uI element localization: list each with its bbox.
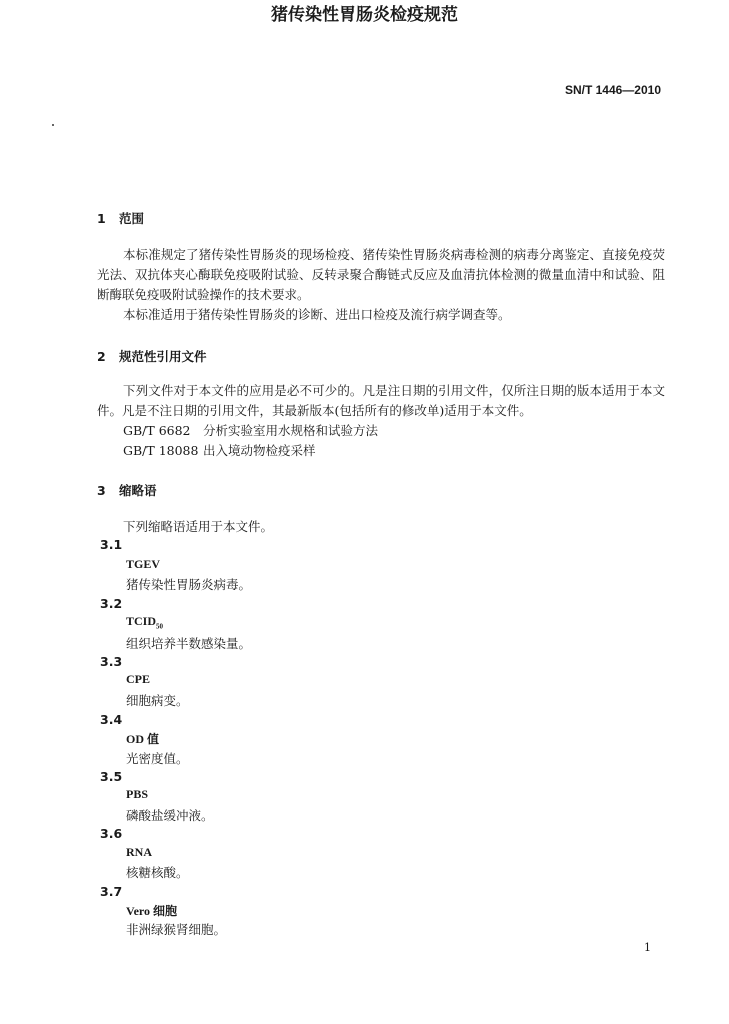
term-definition: 细胞病变。: [126, 693, 189, 708]
term-label: RNA: [126, 845, 152, 859]
section-title: 范围: [119, 211, 145, 226]
abbreviations-intro: 下列缩略语适用于本文件。: [123, 519, 274, 534]
term-definition: 猪传染性胃肠炎病毒。: [126, 577, 252, 592]
reference-title: 分析实验室用水规格和试验方法: [203, 423, 379, 438]
term-subscript: 50: [156, 622, 164, 631]
term-label: CPE: [126, 672, 150, 686]
page-number: 1: [644, 941, 651, 954]
term-text: TCID: [126, 614, 157, 628]
section-number: 1: [97, 211, 106, 226]
term-label: [126, 614, 163, 630]
standard-code: SN/T 1446—2010: [564, 83, 661, 97]
section-title: 规范性引用文件: [119, 349, 207, 364]
term-label: OD 值: [126, 732, 160, 746]
term-number: 3.1: [100, 537, 123, 552]
term-label: Vero 细胞: [126, 904, 178, 918]
section-heading-scope: [97, 209, 144, 227]
term-label: PBS: [126, 787, 149, 801]
section-heading-normative-references: [97, 347, 207, 365]
term-number: 3.4: [100, 712, 123, 727]
term-number: 3.7: [100, 884, 123, 899]
references-paragraph: 下列文件对于本文件的应用是必不可少的。凡是注日期的引用文件，仅所注日期的版本适用于本文件。凡是不注日期的引用文件，其最新版本(包括所有的修改单)适用于本文件。: [97, 383, 665, 418]
term-definition: 非洲绿猴肾细胞。: [126, 922, 227, 937]
reference-item: [123, 441, 316, 459]
reference-item: [123, 421, 378, 439]
term-definition: 组织培养半数感染量。: [126, 636, 252, 651]
term-number: 3.5: [100, 769, 123, 784]
section-title: 缩略语: [119, 483, 157, 498]
document-title: 猪传染性胃肠炎检疫规范: [271, 5, 458, 25]
reference-title: 出入境动物检疫采样: [203, 443, 316, 458]
section-number: 2: [97, 349, 106, 364]
reference-code: GB/T 6682: [123, 423, 191, 438]
term-number: 3.3: [100, 654, 123, 669]
term-number: 3.6: [100, 826, 123, 841]
section-heading-abbreviations: [97, 481, 157, 499]
term-definition: 核糖核酸。: [126, 865, 189, 880]
scope-paragraph-2: 本标准适用于猪传染性胃肠炎的诊断、进出口检疫及流行病学调查等。: [123, 307, 511, 322]
section-number: 3: [97, 483, 106, 498]
term-definition: 光密度值。: [126, 751, 189, 766]
term-definition: 磷酸盐缓冲液。: [126, 808, 214, 823]
term-number: 3.2: [100, 596, 123, 611]
reference-code: GB/T 18088: [123, 443, 199, 458]
scope-paragraph-1: 本标准规定了猪传染性胃肠炎的现场检疫、猪传染性胃肠炎病毒检测的病毒分离鉴定、直接免疫荧光法、双抗体夹心酶联免疫吸附试验、反转录聚合酶链式反应及血清抗体检测的微量血清中和试验、阻断酶联免疫吸附试验操作的技术要求。: [97, 247, 665, 302]
scan-speck: [52, 124, 54, 126]
term-label: TGEV: [126, 557, 161, 571]
